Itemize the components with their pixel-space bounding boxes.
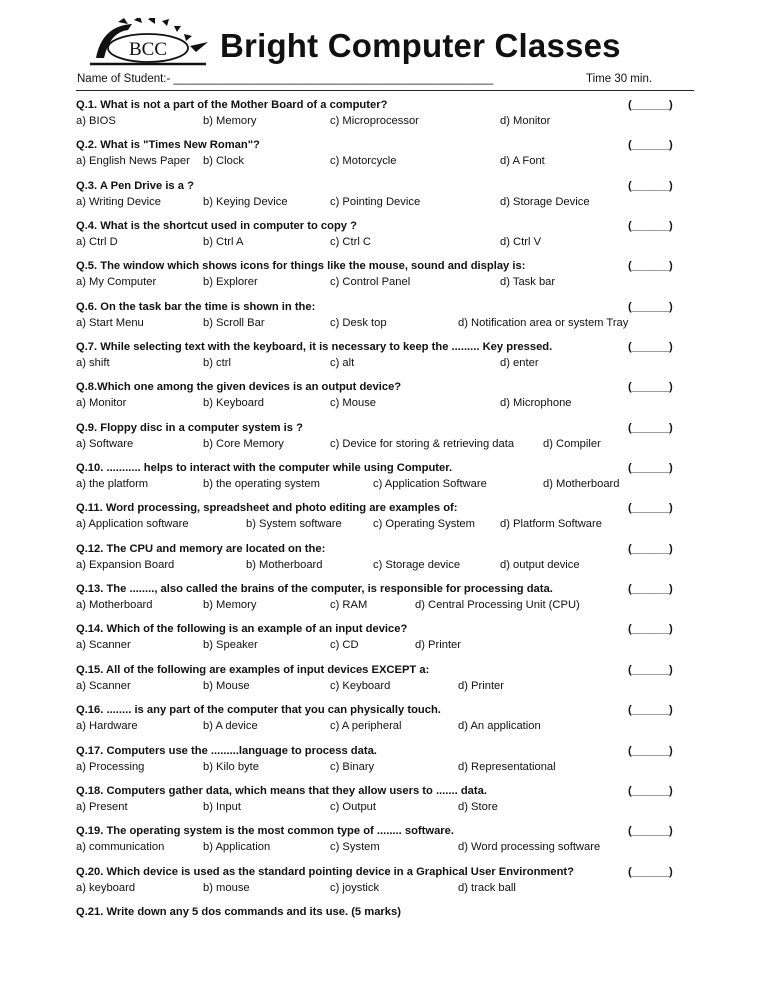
answer-option: a) Present — [76, 800, 128, 813]
answer-option: d) Representational — [458, 760, 556, 773]
answer-option: a) Monitor — [76, 397, 127, 410]
answer-option: c) Output — [330, 800, 377, 813]
answer-option: a) keyboard — [76, 881, 136, 894]
answer-option: b) Keyboard — [203, 397, 264, 410]
answer-option: a) shift — [76, 357, 110, 370]
answer-option: b) the operating system — [203, 478, 320, 491]
question-item — [76, 623, 696, 663]
answer-option: d) Store — [458, 800, 498, 813]
answer-option: b) Input — [203, 800, 241, 813]
question-item — [76, 422, 696, 462]
question-text: Q.9. Floppy disc in a computer system is ? — [76, 421, 303, 434]
answer-option: a) Scanner — [76, 679, 131, 692]
answer-option: a) Software — [76, 437, 134, 450]
answer-option: c) Keyboard — [330, 679, 391, 692]
answer-option: a) BIOS — [76, 115, 116, 127]
answer-option: b) Kilo byte — [203, 760, 259, 773]
question-text: Q.17. Computers use the .........language to process data. — [76, 744, 377, 757]
answer-option: c) Control Panel — [330, 276, 411, 289]
student-name-label: Name of Student:- — [77, 73, 174, 85]
answer-blank[interactable]: (______) — [628, 663, 673, 676]
answer-option: d) Compiler — [543, 437, 601, 450]
answer-option: d) Storage Device — [500, 195, 590, 208]
answer-option: a) Start Menu — [76, 316, 144, 329]
answer-option: b) System software — [246, 518, 342, 531]
question-item — [76, 502, 696, 542]
answer-option: a) Motherboard — [76, 599, 153, 612]
answer-option: a) Processing — [76, 760, 145, 773]
answer-blank[interactable]: (______) — [628, 260, 673, 273]
question-text: Q.1. What is not a part of the Mother Board of a computer? — [76, 99, 388, 111]
answer-option: a) English News Paper — [76, 155, 190, 168]
question-text: Q.16. ........ is any part of the computer that you can physically touch. — [76, 704, 441, 717]
answer-option: b) Clock — [203, 155, 245, 168]
answer-blank[interactable]: (______) — [628, 179, 673, 192]
answer-option: c) alt — [330, 357, 355, 370]
question-item — [76, 825, 696, 865]
answer-option: b) Memory — [203, 115, 257, 127]
answer-option: b) Core Memory — [203, 437, 284, 450]
answer-option: c) Operating System — [373, 518, 475, 531]
answer-blank[interactable]: (______) — [628, 99, 673, 111]
answer-option: c) Motorcycle — [330, 155, 397, 168]
question-text: Q.8.Which one among the given devices is an output device? — [76, 381, 402, 394]
answer-option: b) Application — [203, 841, 271, 854]
question-item — [76, 139, 696, 179]
answer-option: b) Scroll Bar — [203, 316, 265, 329]
answer-blank[interactable]: (______) — [628, 704, 673, 717]
answer-option: c) Storage device — [373, 558, 461, 571]
question-text: Q.2. What is "Times New Roman"? — [76, 139, 260, 152]
answer-blank[interactable]: (______) — [628, 542, 673, 555]
question-text: Q.13. The ........, also called the brains of the computer, is responsible for processing data. — [76, 583, 553, 596]
worksheet-header — [0, 0, 768, 90]
answer-option: a) Writing Device — [76, 195, 161, 208]
answer-blank[interactable]: (______) — [628, 865, 673, 878]
answer-option: c) Binary — [330, 760, 375, 773]
question-text: Q.20. Which device is used as the standard pointing device in a Graphical User Environment? — [76, 865, 574, 878]
question-item — [76, 180, 696, 220]
answer-blank[interactable]: (______) — [628, 502, 673, 515]
answer-option: a) Expansion Board — [76, 558, 175, 571]
question-item — [76, 220, 696, 260]
answer-option: d) Microphone — [500, 397, 572, 410]
answer-blank[interactable]: (______) — [628, 623, 673, 636]
question-item — [76, 745, 696, 785]
question-item — [76, 583, 696, 623]
answer-option: c) Device for storing & retrieving data — [330, 437, 515, 450]
question-item — [76, 704, 696, 744]
question-text: Q.21. Write down any 5 dos commands and its use. (5 marks) — [76, 905, 401, 918]
answer-option: c) Application Software — [373, 478, 487, 491]
answer-option: b) Ctrl A — [203, 236, 244, 249]
answer-blank[interactable]: (______) — [628, 421, 673, 434]
answer-option: c) RAM — [330, 599, 368, 612]
question-text: Q.3. A Pen Drive is a ? — [76, 179, 194, 192]
question-item — [76, 785, 696, 825]
answer-blank[interactable]: (______) — [628, 462, 673, 475]
answer-option: a) Ctrl D — [76, 236, 118, 249]
answer-option: c) Pointing Device — [330, 195, 421, 208]
answer-option: a) Application software — [76, 518, 189, 531]
question-item — [76, 462, 696, 502]
answer-option: a) the platform — [76, 478, 149, 491]
question-text: Q.15. All of the following are examples of input devices EXCEPT a: — [76, 663, 430, 676]
question-text: Q.12. The CPU and memory are located on the: — [76, 542, 326, 555]
answer-option: d) Printer — [458, 679, 505, 692]
question-text: Q.11. Word processing, spreadsheet and photo editing are examples of: — [76, 502, 458, 515]
answer-option: b) mouse — [203, 881, 250, 894]
question-text: Q.10. ........... helps to interact with the computer while using Computer. — [76, 462, 453, 475]
question-item — [76, 301, 696, 341]
student-name-field — [77, 73, 493, 85]
question-list — [76, 99, 696, 946]
answer-option: b) Mouse — [203, 679, 250, 692]
answer-option: b) Motherboard — [246, 558, 323, 571]
answer-blank[interactable]: (______) — [628, 300, 673, 313]
question-item — [76, 866, 696, 906]
question-text: Q.18. Computers gather data, which means that they allow users to ....... data. — [76, 784, 487, 797]
answer-blank[interactable]: (______) — [628, 341, 673, 354]
answer-option: d) Task bar — [500, 276, 556, 289]
question-item — [76, 381, 696, 421]
answer-option: d) Word processing software — [458, 841, 601, 854]
answer-option: b) A device — [203, 720, 258, 733]
question-item — [76, 341, 696, 381]
answer-option: d) A Font — [500, 155, 545, 168]
answer-option: d) Printer — [415, 639, 462, 652]
question-item — [76, 543, 696, 583]
answer-option: d) output device — [500, 558, 580, 571]
answer-option: c) System — [330, 841, 380, 854]
question-text: Q.4. What is the shortcut used in computer to copy ? — [76, 220, 357, 233]
answer-blank[interactable]: (______) — [628, 583, 673, 596]
answer-option: d) enter — [500, 357, 539, 370]
answer-option: d) Platform Software — [500, 518, 602, 531]
page-title: Bright Computer Classes — [220, 27, 621, 64]
question-text: Q.7. While selecting text with the keyboard, it is necessary to keep the ......... Key pressed. — [76, 341, 553, 354]
answer-option: d) Monitor — [500, 115, 551, 127]
question-item — [76, 260, 696, 300]
answer-option: b) Memory — [203, 599, 257, 612]
answer-option: b) Speaker — [203, 639, 258, 652]
answer-option: b) ctrl — [203, 357, 231, 370]
answer-blank[interactable]: (______) — [628, 220, 673, 233]
answer-option: c) joystick — [330, 881, 380, 894]
question-item — [76, 99, 696, 139]
student-name-line: __________________________________________________ — [173, 73, 494, 85]
answer-option: a) Scanner — [76, 639, 131, 652]
answer-option: b) Explorer — [203, 276, 258, 289]
time-limit: Time 30 min. — [586, 73, 653, 85]
answer-option: a) My Computer — [76, 276, 157, 289]
answer-option: b) Keying Device — [203, 195, 288, 208]
question-text: Q.14. Which of the following is an example of an input device? — [76, 623, 408, 636]
question-item — [76, 664, 696, 704]
answer-option: c) A peripheral — [330, 720, 402, 733]
answer-option: d) Central Processing Unit (CPU) — [415, 599, 580, 612]
answer-option: d) Motherboard — [543, 478, 620, 491]
header-divider — [76, 90, 694, 91]
answer-blank[interactable]: (______) — [628, 139, 673, 152]
question-text: Q.5. The window which shows icons for things like the mouse, sound and display is: — [76, 260, 526, 273]
bcc-logo — [88, 18, 210, 66]
answer-option: d) An application — [458, 720, 541, 733]
logo-text: BCC — [128, 39, 168, 60]
answer-option: d) Ctrl V — [500, 236, 542, 249]
answer-option: c) Microprocessor — [330, 115, 419, 127]
question-text: Q.6. On the task bar the time is shown in the: — [76, 300, 316, 313]
answer-blank[interactable]: (______) — [628, 784, 673, 797]
answer-option: c) CD — [330, 639, 359, 652]
answer-blank[interactable]: (______) — [628, 381, 673, 394]
answer-option: d) track ball — [458, 881, 516, 894]
answer-blank[interactable]: (______) — [628, 744, 673, 757]
question-text: Q.19. The operating system is the most common type of ........ software. — [76, 825, 454, 838]
answer-option: c) Mouse — [330, 397, 377, 410]
answer-option: c) Desk top — [330, 316, 387, 329]
answer-option: c) Ctrl C — [330, 236, 372, 249]
answer-option: a) Hardware — [76, 720, 138, 733]
question-item — [76, 906, 696, 946]
answer-option: a) communication — [76, 841, 165, 854]
answer-option: d) Notification area or system Tray — [458, 316, 629, 329]
answer-blank[interactable]: (______) — [628, 825, 673, 838]
